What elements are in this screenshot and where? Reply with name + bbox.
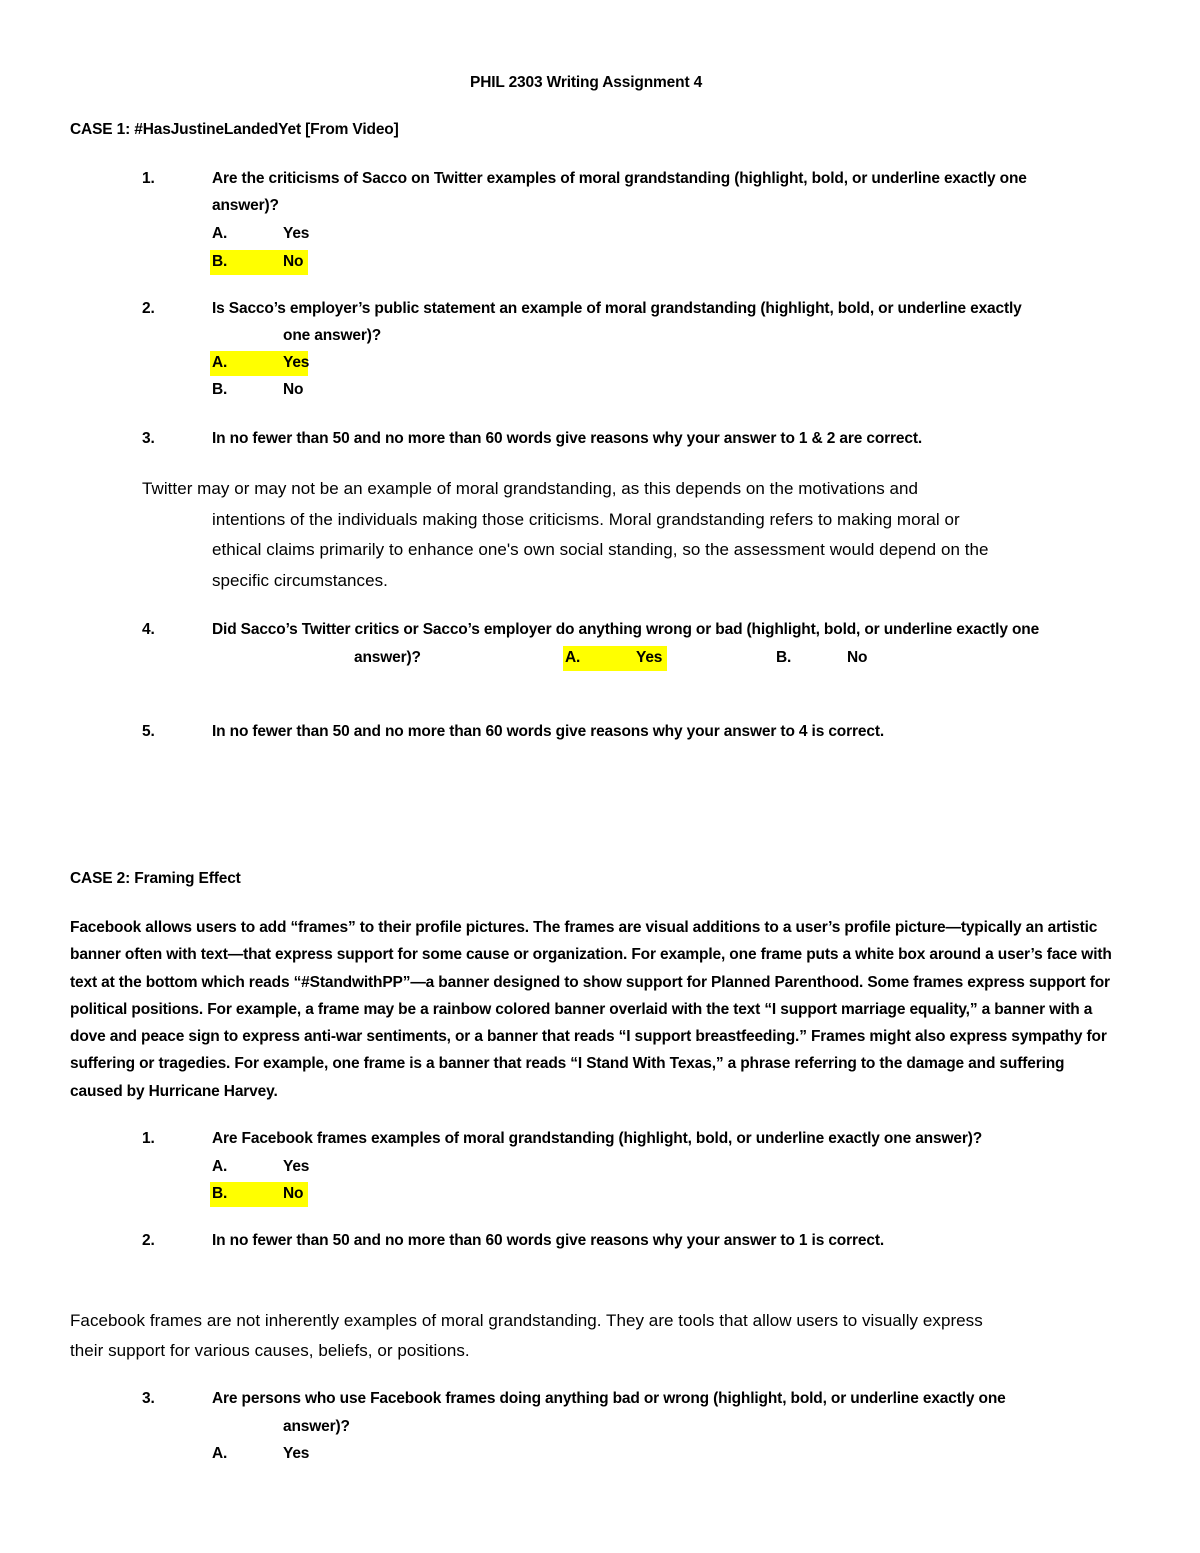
case1-q4-option-b-letter[interactable]: B. bbox=[776, 649, 792, 666]
case1-q1-text: Are the criticisms of Sacco on Twitter examples of moral grandstanding (highlight, bold, or underline exactly one bbox=[212, 170, 1027, 187]
case2-q3-option-a-text[interactable]: Yes bbox=[283, 1445, 310, 1462]
case1-q2-option-b-letter[interactable]: B. bbox=[212, 381, 228, 398]
case1-q2-number: 2. bbox=[142, 300, 155, 317]
case2-answer2-line1: Facebook frames are not inherently examples of moral grandstanding. They are tools that allow users to visually express bbox=[70, 1311, 983, 1330]
case1-q4-option-a-text[interactable]: Yes bbox=[636, 649, 663, 666]
case2-q1-option-a-letter[interactable]: A. bbox=[212, 1158, 228, 1175]
case1-q4-text: Did Sacco’s Twitter critics or Sacco’s employer do anything wrong or bad (highlight, bold, or underline exactly one bbox=[212, 621, 1040, 638]
case1-q2-text-cont: one answer)? bbox=[283, 327, 382, 344]
case1-q1-number: 1. bbox=[142, 170, 155, 187]
case1-q4-option-a-letter[interactable]: A. bbox=[565, 649, 581, 666]
case1-q1-option-a-text[interactable]: Yes bbox=[283, 225, 310, 242]
case2-q1-option-b-letter[interactable]: B. bbox=[212, 1185, 228, 1202]
case2-q1-text: Are Facebook frames examples of moral grandstanding (highlight, bold, or underline exactly one answer)? bbox=[212, 1130, 983, 1147]
case1-heading: CASE 1: #HasJustineLandedYet [From Video] bbox=[70, 121, 399, 138]
case1-q3-text: In no fewer than 50 and no more than 60 words give reasons why your answer to 1 & 2 are correct. bbox=[212, 430, 923, 447]
case1-q5-number: 5. bbox=[142, 723, 155, 740]
case1-q1-option-b-text[interactable]: No bbox=[283, 253, 304, 270]
case2-intro-paragraph: Facebook allows users to add “frames” to their profile pictures. The frames are visual additions to a user’s profile picture—typically an artistic banner often with text—that express support for some cause or organization. For example, one frame puts a white box around a user’s face with text at the bottom which reads “#StandwithPP”—a banner designed to show support for Planned Parenthood. Some frames express support for political positions. For example, a frame may be a rainbow colored banner overlaid with the text “I support marriage equality,” a banner with a dove and peace sign to express anti-war sentiments, or a banner that reads “I support breastfeeding.” Frames might also express sympathy for suffering or tragedies. For example, one frame is a banner that reads “I Stand With Texas,” a phrase referring to the damage and suffering caused by Hurricane Harvey. bbox=[70, 919, 1112, 1100]
case1-q4-option-b-text[interactable]: No bbox=[847, 649, 868, 666]
case2-q1-option-b-text[interactable]: No bbox=[283, 1185, 304, 1202]
case2-q3-option-a-letter[interactable]: A. bbox=[212, 1445, 228, 1462]
case2-q3-number: 3. bbox=[142, 1390, 155, 1407]
case1-q1-text-cont: answer)? bbox=[212, 197, 279, 214]
case1-q4-number: 4. bbox=[142, 621, 155, 638]
case2-heading: CASE 2: Framing Effect bbox=[70, 870, 241, 887]
case1-q1-option-a-letter[interactable]: A. bbox=[212, 225, 228, 242]
case1-q2-option-a-letter[interactable]: A. bbox=[212, 354, 228, 371]
case2-q2-number: 2. bbox=[142, 1232, 155, 1249]
case2-q3-text: Are persons who use Facebook frames doing anything bad or wrong (highlight, bold, or underline exactly one bbox=[212, 1390, 1006, 1407]
case2-answer2-line2: their support for various causes, beliefs, or positions. bbox=[70, 1341, 470, 1360]
case2-q1-number: 1. bbox=[142, 1130, 155, 1147]
case1-q1-option-b-letter[interactable]: B. bbox=[212, 253, 228, 270]
case1-answer3-line1: Twitter may or may not be an example of moral grandstanding, as this depends on the motivations and bbox=[142, 479, 919, 498]
case2-q1-option-a-text[interactable]: Yes bbox=[283, 1158, 310, 1175]
case1-q4-text-cont: answer)? bbox=[354, 649, 421, 666]
case1-q2-option-b-text[interactable]: No bbox=[283, 381, 304, 398]
case2-q2-text: In no fewer than 50 and no more than 60 words give reasons why your answer to 1 is correct. bbox=[212, 1232, 884, 1249]
case2-q3-text-cont: answer)? bbox=[283, 1418, 350, 1435]
case1-answer3-line2: intentions of the individuals making those criticisms. Moral grandstanding refers to making moral or bbox=[212, 510, 960, 529]
case1-answer3-line4: specific circumstances. bbox=[212, 571, 388, 590]
case1-q5-text: In no fewer than 50 and no more than 60 words give reasons why your answer to 4 is correct. bbox=[212, 723, 884, 740]
case1-q3-number: 3. bbox=[142, 430, 155, 447]
case1-q2-option-a-text[interactable]: Yes bbox=[283, 354, 310, 371]
case1-answer3-line3: ethical claims primarily to enhance one's own social standing, so the assessment would depend on the bbox=[212, 540, 989, 559]
case1-q2-text: Is Sacco’s employer’s public statement an example of moral grandstanding (highlight, bold, or underline exactly bbox=[212, 300, 1022, 317]
page-title: PHIL 2303 Writing Assignment 4 bbox=[470, 74, 703, 91]
